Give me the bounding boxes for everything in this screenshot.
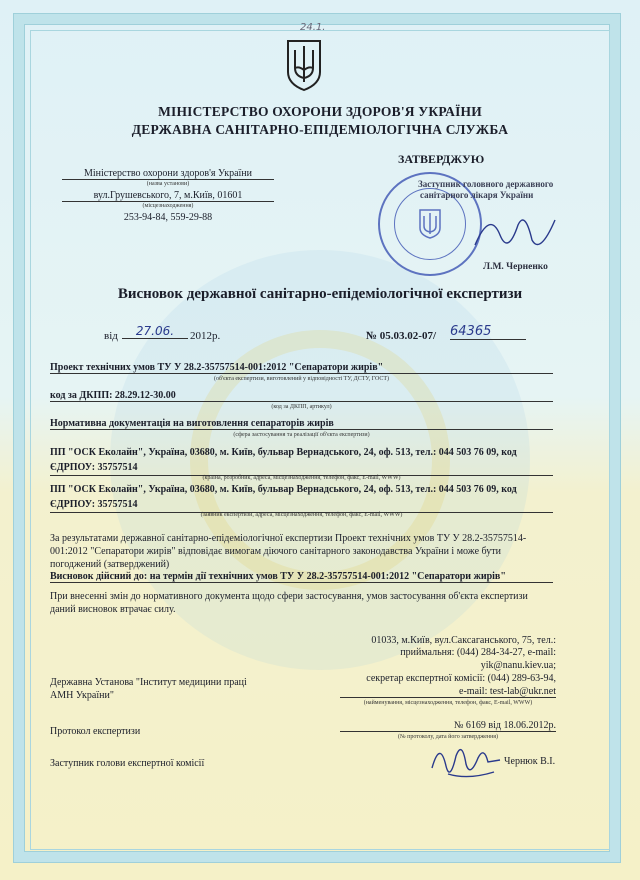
institution-address-caption: (місцезнаходження) [142, 203, 194, 209]
signature-label: Заступник голови експертної комісії [50, 758, 205, 769]
conclusion-validity: Висновок дійсний до: на термін дії технічних умов ТУ У 28.2-35757514-001:2012 "Сепаратори жирів" [50, 571, 553, 583]
expert-address-line3: yik@nanu.kiev.ua; [480, 660, 556, 671]
expert-address-line1: 01033, м.Київ, вул.Саксаганського, 75, тел.: [371, 635, 556, 646]
stamp-trident-icon [418, 208, 442, 240]
approver-position-line2: санітарного лікаря України [420, 190, 534, 200]
institution-phone: 253-94-84, 559-29-88 [123, 212, 213, 223]
applicant-info: ПП "ОСК Еколайн", Україна, 03680, м. Київ, бульвар Вернадського, 24, оф. 513, тел.: 044 503 76 09, код ЄДРПОУ: 35757514 [50, 482, 553, 513]
expert-address-line4: секретар експертної комісії: (044) 289-63-94, [366, 673, 556, 684]
producer-info: ПП "ОСК Еколайн", Україна, 03680, м. Київ, бульвар Вернадського, 24, оф. 513, тел.: 044 503 76 09, код ЄДРПОУ: 35757514 [50, 445, 553, 476]
protocol-value: № 6169 від 18.06.2012р. [340, 720, 556, 732]
approve-label: ЗАТВЕРДЖУЮ [398, 152, 485, 166]
service-title: ДЕРЖАВНА САНІТАРНО-ЕПІДЕМІОЛОГІЧНА СЛУЖБА [131, 122, 509, 137]
producer-caption: (країна, розробник, адреса, місцезнаходження, телефон, факс, E-mail, WWW) [202, 475, 401, 481]
document-title: Висновок державної санітарно-епідеміологічної експертизи [117, 286, 523, 302]
expert-institution-name: Державна Установа "Інститут медицини праці АМН України" [50, 677, 247, 701]
number-handwritten: 64365 [450, 324, 526, 340]
approver-name: Л.М. Черненко [483, 262, 548, 272]
approver-position-line1: Заступник головного державного [418, 179, 554, 189]
signatory-name: Чернюк В.І. [504, 756, 556, 767]
date-prefix: від [104, 330, 118, 342]
conclusion-text: За результатами державної санітарно-епідеміологічної експертизи Проект технічних умов ТУ У 28.2-35757514-001:2012 "Сепаратори жирів" відповідає вимогам діючого санітарного законодавства України і може бути погоджений (затверджений) [50, 533, 527, 570]
expertise-object: Проект технічних умов ТУ У 28.2-35757514-001:2012 "Сепаратори жирів" [50, 362, 553, 374]
dkpp-code: код за ДКПП: 28.29.12-30.00 [50, 390, 553, 402]
approver-signature-icon [470, 205, 560, 260]
scope-of-application: Нормативна документація на виготовлення сепараторів жирів [50, 418, 553, 430]
date-year: 2012р. [190, 330, 221, 342]
conclusion-note: При внесенні змін до нормативного документа щодо сфери застосування, умов застосування об'єкта експертизи даний висновок втрачає силу. [50, 591, 528, 615]
date-handwritten: 27.06. [122, 324, 188, 339]
trident-coat-of-arms-icon [285, 38, 323, 92]
expert-address-caption: (найменування, місцезнаходження, телефон, факс, E-mail, WWW) [363, 700, 533, 706]
expert-address-line2: приймальня: (044) 284-34-27, e-mail: [400, 647, 556, 658]
institution-name-caption: (назва установи) [146, 181, 190, 187]
institution-address: вул.Грушевського, 7, м.Київ, 01601 [62, 190, 274, 202]
expertise-object-caption: (об'єкта експертизи, виготовлений у відповідності ТУ, ДСТУ, ГОСТ) [213, 376, 390, 382]
commission-signature-icon [428, 738, 504, 784]
number-prefix: № 05.03.02-07/ [366, 330, 437, 342]
expert-address-line5: e-mail: test-lab@ukr.net [340, 686, 556, 698]
protocol-caption: (№ протоколу, дата його затвердження) [397, 734, 499, 740]
ministry-title: МІНІСТЕРСТВО ОХОРОНИ ЗДОРОВ'Я УКРАЇНИ [158, 104, 482, 119]
applicant-caption: (заявник експертизи, адреса, місцезнаходження, телефон, факс, E-mail, WWW) [200, 512, 403, 518]
institution-name: Міністерство охорони здоров'я України [62, 168, 274, 180]
scope-caption: (сфера застосування та реалізації об'єкта експертизи) [233, 432, 370, 438]
top-handwritten-note: 24.1. [300, 22, 326, 33]
protocol-label: Протокол експертизи [50, 726, 141, 737]
dkpp-code-caption: (код за ДКПП, артикул) [271, 404, 332, 410]
